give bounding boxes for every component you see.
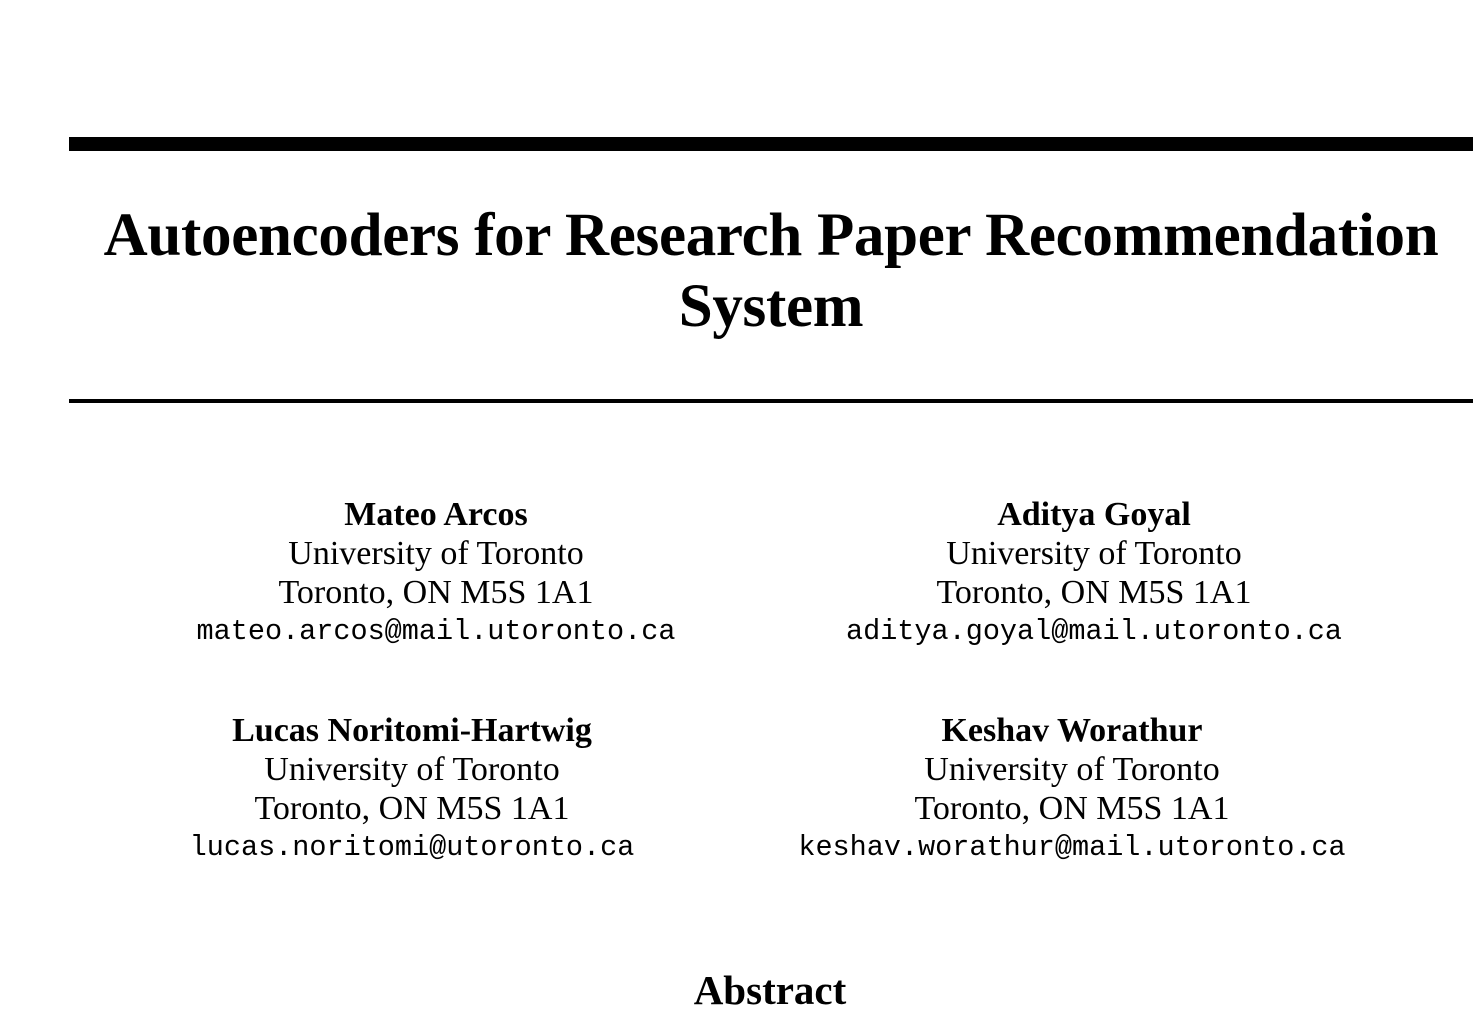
paper-title [69, 200, 1473, 342]
author-email: aditya.goyal@mail.utoronto.ca [846, 615, 1342, 648]
author-block-aditya-goyal [774, 495, 1414, 651]
abstract-heading: Abstract [693, 967, 847, 1013]
author-name: Lucas Noritomi-Hartwig [232, 712, 592, 749]
author-affiliation: University of Toronto [924, 751, 1220, 788]
paper-title-line-2: System [678, 273, 864, 340]
author-email: lucas.noritomi@utoronto.ca [189, 831, 635, 864]
paper-title-line-1: Autoencoders for Research Paper Recommendation [103, 202, 1439, 269]
title-top-rule [69, 137, 1473, 151]
author-affiliation: University of Toronto [288, 535, 584, 572]
author-name: Keshav Worathur [941, 712, 1203, 749]
author-block-lucas-noritomi-hartwig [92, 711, 732, 867]
title-bottom-rule [69, 399, 1473, 403]
author-address: Toronto, ON M5S 1A1 [254, 790, 570, 827]
author-address: Toronto, ON M5S 1A1 [278, 574, 594, 611]
author-email: keshav.worathur@mail.utoronto.ca [798, 831, 1346, 864]
author-name: Mateo Arcos [344, 496, 528, 533]
author-name: Aditya Goyal [997, 496, 1191, 533]
author-affiliation: University of Toronto [946, 535, 1242, 572]
author-address: Toronto, ON M5S 1A1 [914, 790, 1230, 827]
author-block-mateo-arcos [116, 495, 756, 651]
author-address: Toronto, ON M5S 1A1 [936, 574, 1252, 611]
author-email: mateo.arcos@mail.utoronto.ca [196, 615, 676, 648]
author-affiliation: University of Toronto [264, 751, 560, 788]
author-block-keshav-worathur [752, 711, 1392, 867]
